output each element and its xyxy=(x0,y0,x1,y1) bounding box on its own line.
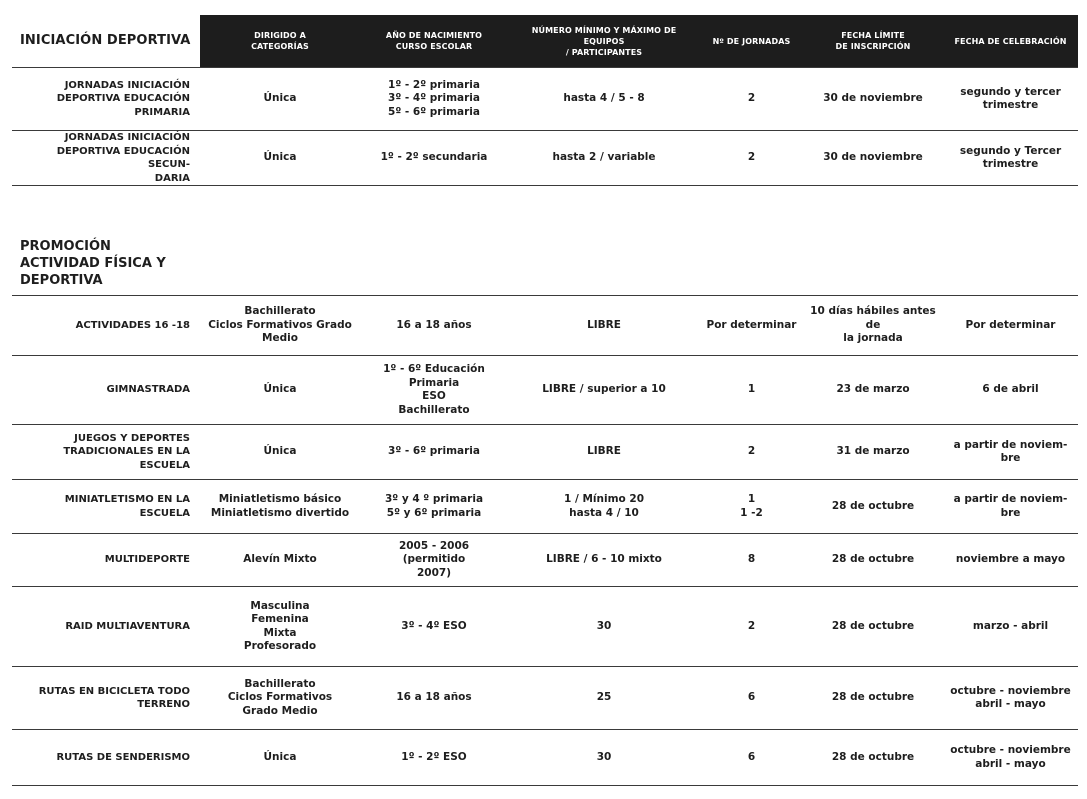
cell-categorias: Bachillerato Ciclos Formativos Grado Medio xyxy=(200,296,360,356)
cell-fecha-limite: 28 de octubre xyxy=(803,534,943,587)
cell-celebracion: a partir de noviem- bre xyxy=(943,480,1078,534)
header-equipos: NÚMERO MÍNIMO Y MÁXIMO DE EQUIPOS / PARTICIPANTES xyxy=(508,15,700,68)
cell-nacimiento: 1º - 2º ESO xyxy=(360,730,508,786)
cell-jornadas: 1 1 -2 xyxy=(700,480,803,534)
activity-name: MULTIDEPORTE xyxy=(12,534,200,587)
cell-fecha-limite: 30 de noviembre xyxy=(803,131,943,186)
cell-celebracion: marzo - abril xyxy=(943,587,1078,667)
cell-nacimiento: 2005 - 2006 (permitido 2007) xyxy=(360,534,508,587)
cell-equipos: LIBRE xyxy=(508,425,700,480)
section-title-iniciacion: INICIACIÓN DEPORTIVA xyxy=(12,15,200,68)
header-nacimiento: AÑO DE NACIMIENTO CURSO ESCOLAR xyxy=(360,15,508,68)
table-row xyxy=(12,425,1078,480)
cell-equipos: 1 / Mínimo 20 hasta 4 / 10 xyxy=(508,480,700,534)
table-row xyxy=(12,356,1078,425)
cell-celebracion: 6 de abril xyxy=(943,356,1078,425)
table-row xyxy=(12,730,1078,786)
activity-name: RAID MULTIAVENTURA xyxy=(12,587,200,667)
cell-nacimiento: 3º - 6º primaria xyxy=(360,425,508,480)
cell-nacimiento: 1º - 6º Educación Primaria ESO Bachillerato xyxy=(360,356,508,425)
cell-fecha-limite: 28 de octubre xyxy=(803,667,943,730)
cell-equipos: LIBRE / 6 - 10 mixto xyxy=(508,534,700,587)
header-jornadas: Nº DE JORNADAS xyxy=(700,15,803,68)
cell-jornadas: 6 xyxy=(700,667,803,730)
cell-nacimiento: 16 a 18 años xyxy=(360,667,508,730)
cell-categorias: Única xyxy=(200,730,360,786)
cell-equipos: 25 xyxy=(508,667,700,730)
cell-nacimiento: 16 a 18 años xyxy=(360,296,508,356)
cell-categorias: Única xyxy=(200,68,360,131)
cell-equipos: hasta 4 / 5 - 8 xyxy=(508,68,700,131)
cell-celebracion: octubre - noviembre abril - mayo xyxy=(943,667,1078,730)
cell-equipos: LIBRE / superior a 10 xyxy=(508,356,700,425)
cell-celebracion: noviembre a mayo xyxy=(943,534,1078,587)
activities-table xyxy=(12,15,1078,786)
table-header-row xyxy=(12,15,1078,68)
cell-fecha-limite: 31 de marzo xyxy=(803,425,943,480)
cell-nacimiento: 1º - 2º secundaria xyxy=(360,131,508,186)
cell-categorias: Miniatletismo básico Miniatletismo divertido xyxy=(200,480,360,534)
cell-equipos: LIBRE xyxy=(508,296,700,356)
cell-fecha-limite: 10 días hábiles antes de la jornada xyxy=(803,296,943,356)
header-categorias: DIRIGIDO A CATEGORÍAS xyxy=(200,15,360,68)
cell-equipos: 30 xyxy=(508,587,700,667)
activity-name: GIMNASTRADA xyxy=(12,356,200,425)
cell-celebracion: Por determinar xyxy=(943,296,1078,356)
activity-name: JORNADAS INICIACIÓN DEPORTIVA EDUCACIÓN SECUN- DARIA xyxy=(12,131,200,186)
table-row xyxy=(12,296,1078,356)
section-row-promocion xyxy=(12,186,1078,296)
cell-jornadas: 2 xyxy=(700,425,803,480)
table-row xyxy=(12,480,1078,534)
cell-celebracion: a partir de noviem- bre xyxy=(943,425,1078,480)
activity-name: JUEGOS Y DEPORTES TRADICIONALES EN LA ESCUELA xyxy=(12,425,200,480)
cell-categorias: Bachillerato Ciclos Formativos Grado Medio xyxy=(200,667,360,730)
cell-categorias: Única xyxy=(200,356,360,425)
cell-jornadas: 8 xyxy=(700,534,803,587)
cell-categorias: Alevín Mixto xyxy=(200,534,360,587)
header-celebracion: FECHA DE CELEBRACIÓN xyxy=(943,15,1078,68)
cell-celebracion: segundo y Tercer trimestre xyxy=(943,131,1078,186)
cell-fecha-limite: 23 de marzo xyxy=(803,356,943,425)
activity-name: RUTAS EN BICICLETA TODO TERRENO xyxy=(12,667,200,730)
cell-fecha-limite: 28 de octubre xyxy=(803,587,943,667)
activity-name: MINIATLETISMO EN LA ESCUELA xyxy=(12,480,200,534)
section-title-promocion: PROMOCIÓN ACTIVIDAD FÍSICA Y DEPORTIVA xyxy=(20,239,166,288)
cell-jornadas: 1 xyxy=(700,356,803,425)
cell-nacimiento: 1º - 2º primaria 3º - 4º primaria 5º - 6º primaria xyxy=(360,68,508,131)
activity-name: ACTIVIDADES 16 -18 xyxy=(12,296,200,356)
header-fecha-limite: FECHA LÍMITE DE INSCRIPCIÓN xyxy=(803,15,943,68)
table-row xyxy=(12,667,1078,730)
table-row xyxy=(12,131,1078,186)
cell-nacimiento: 3º y 4 º primaria 5º y 6º primaria xyxy=(360,480,508,534)
cell-celebracion: octubre - noviembre abril - mayo xyxy=(943,730,1078,786)
table-row xyxy=(12,587,1078,667)
cell-categorias: Única xyxy=(200,131,360,186)
activities-table-page xyxy=(12,15,1078,786)
table-row xyxy=(12,534,1078,587)
cell-jornadas: 6 xyxy=(700,730,803,786)
cell-fecha-limite: 28 de octubre xyxy=(803,730,943,786)
cell-categorias: Única xyxy=(200,425,360,480)
table-row xyxy=(12,68,1078,131)
cell-nacimiento: 3º - 4º ESO xyxy=(360,587,508,667)
cell-jornadas: 2 xyxy=(700,131,803,186)
cell-jornadas: 2 xyxy=(700,587,803,667)
cell-fecha-limite: 30 de noviembre xyxy=(803,68,943,131)
activity-name: JORNADAS INICIACIÓN DEPORTIVA EDUCACIÓN PRIMARIA xyxy=(12,68,200,131)
cell-celebracion: segundo y tercer trimestre xyxy=(943,68,1078,131)
cell-jornadas: Por determinar xyxy=(700,296,803,356)
activity-name: RUTAS DE SENDERISMO xyxy=(12,730,200,786)
cell-fecha-limite: 28 de octubre xyxy=(803,480,943,534)
cell-jornadas: 2 xyxy=(700,68,803,131)
cell-equipos: 30 xyxy=(508,730,700,786)
cell-equipos: hasta 2 / variable xyxy=(508,131,700,186)
cell-categorias: Masculina Femenina Mixta Profesorado xyxy=(200,587,360,667)
